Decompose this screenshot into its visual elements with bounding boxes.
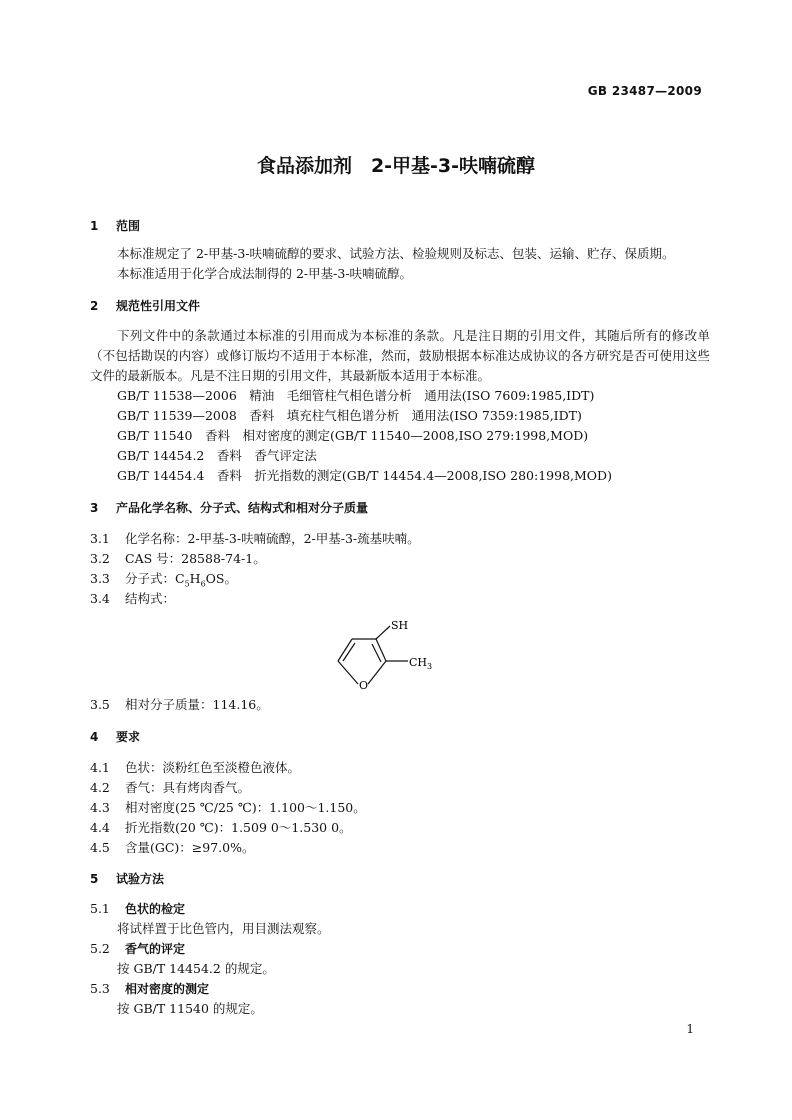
section-title: 试验方法 [116,872,165,886]
clause-3-3 [90,571,237,593]
sh-label: SH [391,619,409,632]
clause-4-5 [90,840,255,856]
section-number: 3 [90,501,99,515]
clause-number: 4.2 [90,780,110,795]
clause-number: 4.3 [90,800,110,815]
clause-3-5 [90,697,269,713]
section-1-paragraph-2: 本标准适用于化学合成法制得的 2-甲基-3-呋喃硫醇。 [117,266,413,281]
section-title: 范围 [116,219,141,233]
section-3-heading [90,500,368,516]
clause-text: 色状：淡粉红色至淡橙色液体。 [125,760,301,775]
clause-number: 4.4 [90,820,110,835]
document-title: 食品添加剂 2-甲基-3-呋喃硫醇 [256,155,536,177]
clause-number: 3.5 [90,697,110,712]
clause-text: 折光指数(20 ℃)：1.509 0～1.530 0。 [125,820,352,835]
clause-5-2-body: 按 GB/T 14454.2 的规定。 [117,961,275,976]
subscript: 6 [200,579,206,589]
clause-number: 3.3 [90,571,110,586]
standard-code: GB 23487—2009 [587,84,702,98]
formula-part: H [189,571,201,586]
section-2-heading [90,298,200,314]
reference-item: GB/T 11539—2008 香料 填充柱气相色谱分析 通用法(ISO 7359:1985,IDT) [117,408,582,423]
clause-text: 相对密度(25 ℃/25 ℃)：1.100～1.150。 [125,800,366,815]
clause-4-2 [90,780,250,796]
clause-3-4 [90,591,175,607]
clause-5-3-heading [90,981,209,997]
clause-3-1 [90,531,420,547]
clause-4-1 [90,760,300,776]
section-title: 产品化学名称、分子式、结构式和相对分子质量 [116,501,369,515]
clause-title: 相对密度的测定 [125,982,210,996]
bond-c3-c2 [376,639,386,661]
clause-title: 色状的检定 [125,902,186,916]
clause-number: 3.2 [90,551,110,566]
bond-sh [376,626,390,639]
reference-item: GB/T 14454.4 香料 折光指数的测定(GB/T 14454.4—2008,ISO 280:1998,MOD) [117,468,612,483]
reference-item: GB/T 14454.2 香料 香气评定法 [117,448,317,463]
clause-4-3 [90,800,366,816]
clause-number: 5.2 [90,941,110,956]
section-1-paragraph-1: 本标准规定了 2-甲基-3-呋喃硫醇的要求、试验方法、检验规则及标志、包装、运输、贮存、保质期。 [117,246,675,261]
clause-text: CAS 号：28588-74-1。 [125,551,266,566]
section-title: 规范性引用文件 [116,299,201,313]
section-4-heading [90,729,140,745]
clause-number: 4.1 [90,760,110,775]
section-2-paragraph: 下列文件中的条款通过本标准的引用而成为本标准的条款。凡是注日期的引用文件，其随后所有的修改单（不包括勘误的内容）或修订版均不适用于本标准，然而，鼓励根据本标准达成协议的各方研究是否可使用这些文件的最新版本。凡是不注日期的引用文件，其最新版本适用于本标准。 [90,328,710,383]
oxygen-label: O [359,679,369,692]
clause-number: 5.3 [90,981,110,996]
clause-text: 相对分子质量：114.16。 [125,697,269,712]
structural-formula [328,615,468,697]
clause-5-1-heading [90,901,185,917]
subscript: 5 [184,579,190,589]
formula-part: 分子式：C [125,571,185,586]
clause-number: 3.4 [90,591,110,606]
clause-text: 结构式： [125,591,176,606]
bond-o-c5 [338,661,358,684]
clause-number: 5.1 [90,901,110,916]
clause-3-2 [90,551,266,567]
clause-number: 3.1 [90,531,110,546]
reference-item: GB/T 11540 香料 相对密度的测定(GB/T 11540—2008,ISO 279:1998,MOD) [117,428,589,443]
bond-c5-c4-double [343,643,355,661]
clause-text: 化学名称：2-甲基-3-呋喃硫醇，2-甲基-3-巯基呋喃。 [125,531,420,546]
clause-5-1-body: 将试样置于比色管内，用目测法观察。 [117,921,330,936]
formula-part: OS。 [205,571,237,586]
section-number: 2 [90,299,99,313]
clause-5-2-heading [90,941,185,957]
section-1-heading [90,218,140,234]
clause-title: 香气的评定 [125,942,186,956]
section-title: 要求 [116,730,141,744]
reference-item: GB/T 11538—2006 精油 毛细管柱气相色谱分析 通用法(ISO 7609:1985,IDT) [117,388,595,403]
section-number: 5 [90,872,99,886]
ch3-label: $CH_3$ [409,656,433,671]
bond-c2-o [368,661,386,684]
clause-number: 4.5 [90,840,110,855]
section-5-heading [90,871,164,887]
clause-5-3-body: 按 GB/T 11540 的规定。 [117,1001,263,1016]
section-number: 1 [90,219,99,233]
clause-text: 含量(GC)：≥97.0%。 [125,840,255,855]
section-number: 4 [90,730,99,744]
clause-4-4 [90,820,352,836]
clause-text: 香气：具有烤肉香气。 [125,780,251,795]
page-number: 1 [686,1022,694,1036]
